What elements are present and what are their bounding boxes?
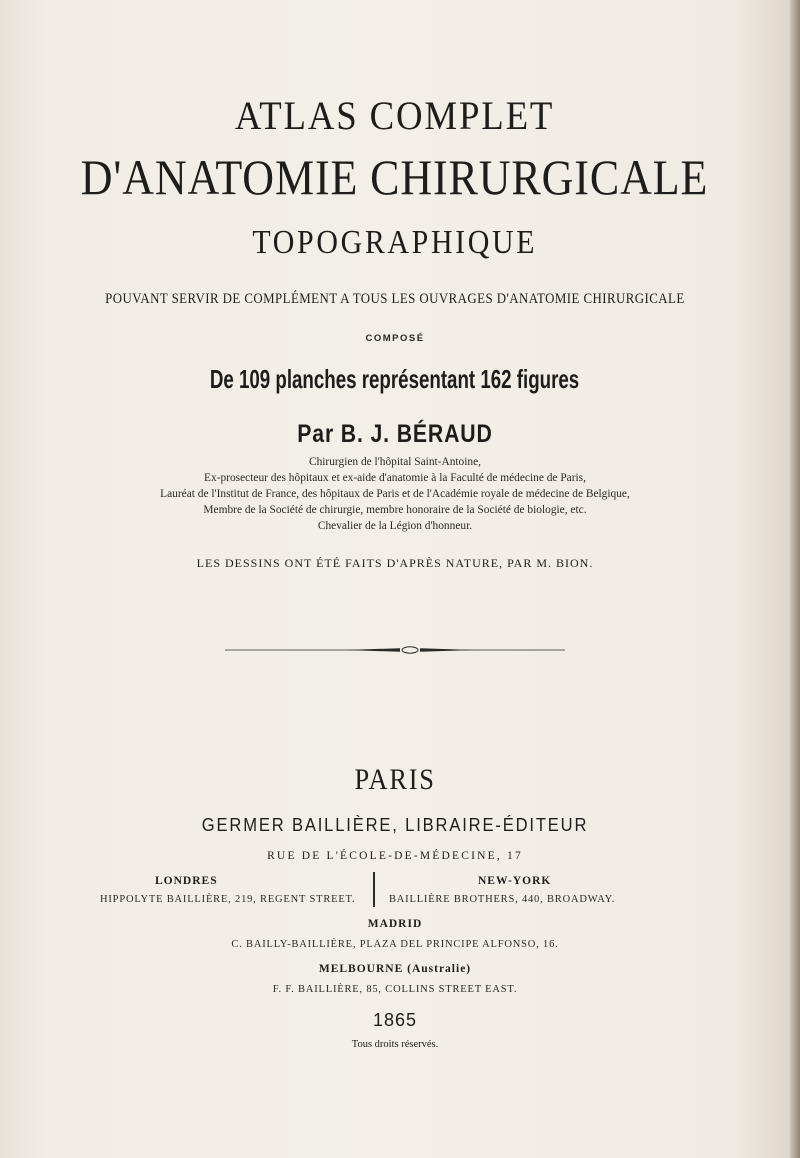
branch-new-york-address: BAILLIÈRE BROTHERS, 440, BROADWAY. bbox=[389, 894, 616, 905]
branch-melbourne-address: F. F. BAILLIÈRE, 85, COLLINS STREET EAST. bbox=[272, 984, 518, 995]
branch-divider bbox=[373, 872, 375, 907]
divider-ornament bbox=[225, 645, 565, 655]
author-credential: Membre de la Société de chirurgie, membre honoraire de la Société de biologie, etc. bbox=[203, 504, 587, 516]
publication-year: 1865 bbox=[372, 1010, 418, 1030]
branch-new-york-name: NEW-YORK bbox=[478, 875, 552, 887]
author-credential: Lauréat de l'Institut de France, des hôpitaux de Paris et de l'Académie royale de médecine de Belgique, bbox=[160, 488, 630, 500]
subtitle: POUVANT SERVIR DE COMPLÉMENT A TOUS LES OUVRAGES D'ANATOMIE CHIRURGICALE bbox=[105, 291, 685, 307]
book-spine-edge bbox=[790, 0, 800, 1158]
drawings-note: LES DESSINS ONT ÉTÉ FAITS D'APRÈS NATURE, PAR M. BION. bbox=[196, 556, 594, 570]
rights-notice: Tous droits réservés. bbox=[351, 1039, 439, 1050]
branch-madrid-address: C. BAILLY-BAILLIÈRE, PLAZA DEL PRINCIPE ALFONSO, 16. bbox=[231, 939, 559, 950]
branch-madrid-name: MADRID bbox=[367, 918, 423, 930]
author-credential: Ex-prosecteur des hôpitaux et ex-aide d'anatomie à la Faculté de médecine de Paris, bbox=[204, 472, 586, 484]
title-line-2: D'ANATOMIE CHIRURGICALE bbox=[81, 149, 709, 205]
author-credential: Chevalier de la Légion d'honneur. bbox=[317, 520, 473, 532]
author-byline: Par B. J. BÉRAUD bbox=[297, 420, 493, 448]
imprint-city: PARIS bbox=[354, 763, 436, 796]
imprint-publisher: GERMER BAILLIÈRE, LIBRAIRE-ÉDITEUR bbox=[201, 815, 589, 835]
title-line-3: TOPOGRAPHIQUE bbox=[252, 224, 538, 261]
branch-london-name: LONDRES bbox=[155, 875, 218, 887]
plates-line: De 109 planches représentant 162 figures bbox=[210, 364, 580, 394]
branch-london-address: HIPPOLYTE BAILLIÈRE, 219, REGENT STREET. bbox=[100, 894, 356, 905]
imprint-street: RUE DE L'ÉCOLE-DE-MÉDECINE, 17 bbox=[267, 850, 523, 862]
compose-label: COMPOSÉ bbox=[365, 333, 425, 344]
title-line-1: ATLAS COMPLET bbox=[235, 93, 555, 138]
author-credential: Chirurgien de l'hôpital Saint-Antoine, bbox=[308, 456, 482, 468]
branch-melbourne-name: MELBOURNE (Australie) bbox=[318, 963, 472, 975]
